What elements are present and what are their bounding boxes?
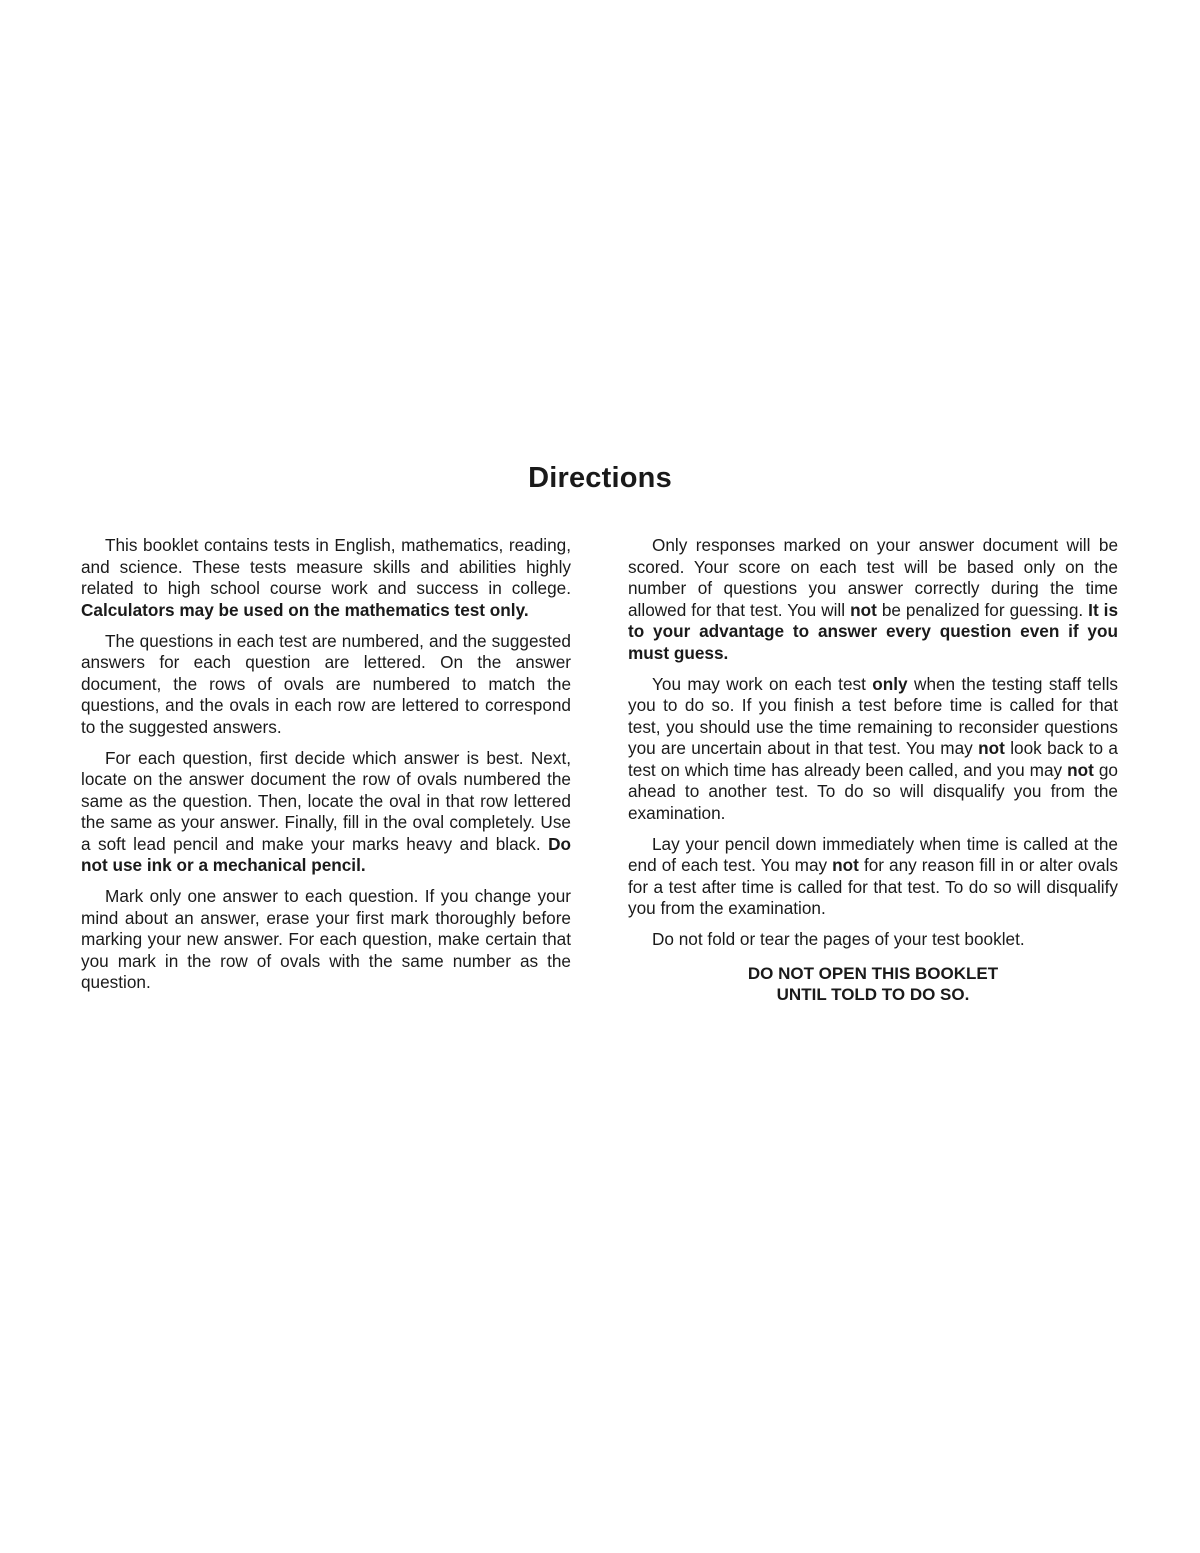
paragraph-text: This booklet contains tests in English, mathematics, reading, and science. These tests measure skills and abilities highly related to high school course work and success in college. [81, 535, 571, 598]
paragraph-test-timing [628, 674, 1118, 825]
paragraph-text: for any reason fill in or alter ovals for a test after time is called for that test. To do so will disqualify you from the examination. [628, 855, 1118, 918]
paragraph-text: Only responses marked on your answer document will be scored. Your score on each test will be based only on the number of questions you answer correctly during the time allowed for that test. You will [628, 535, 1118, 620]
paragraph-scoring [628, 535, 1118, 664]
paragraph-emphasis: not [850, 599, 877, 620]
paragraph-text: Do not fold or tear the pages of your test booklet. [652, 929, 1025, 949]
paragraph-question-numbering [81, 631, 571, 739]
paragraph-emphasis: not [832, 855, 859, 875]
paragraph-emphasis: It is to your advantage to answer every question even if you must guess. [628, 599, 1119, 663]
paragraph-emphasis: Do not use ink or a mechanical pencil. [81, 833, 571, 875]
paragraph-emphasis: Calculators may be used on the mathematics test only. [81, 599, 529, 620]
paragraph-text: For each question, first decide which answer is best. Next, locate on the answer document the row of ovals numbered the same as the question. Then, locate the oval in that row lettered the same as your answer. Finally, fill in the oval completely. Use a soft lead pencil and make your marks heavy and black. [81, 747, 571, 854]
paragraph-emphasis: not [978, 738, 1005, 758]
right-column [628, 535, 1118, 1006]
paragraph-text: The questions in each test are numbered, and the suggested answers for each question are lettered. On the answer document, the rows of ovals are numbered to match the questions, and the ovals in each row are lettered to correspond to the suggested answers. [81, 630, 571, 737]
paragraph-text: when the testing staff tells you to do so. If you finish a test before time is called for that test, you should use the time remaining to reconsider questions you are uncertain about in that test. You may [628, 673, 1118, 758]
page-title: Directions [528, 462, 672, 494]
notice-line-2: UNTIL TOLD TO DO SO. [776, 985, 970, 1004]
paragraph-text: go ahead to another test. To do so will disqualify you from the examination. [628, 759, 1118, 823]
paragraph-one-answer [81, 886, 571, 994]
do-not-open-notice [628, 963, 1118, 1006]
paragraph-text: Mark only one answer to each question. If you change your mind about an answer, erase your first mark thoroughly before marking your new answer. For each question, make certain that you mark in the row of ovals with the same number as the question. [81, 886, 571, 992]
paragraph-text: look back to a test on which time has already been called, and you may [628, 738, 1118, 780]
paragraph-emphasis: not [1067, 759, 1094, 780]
paragraph-booklet-contents [81, 535, 571, 621]
paragraph-text: be penalized for guessing. [876, 599, 1089, 620]
paragraph-pencil-down [628, 834, 1118, 920]
paragraph-emphasis: only [872, 673, 908, 694]
left-column [81, 535, 571, 1003]
paragraph-text: Lay your pencil down immediately when time is called at the end of each test. You may [628, 833, 1118, 875]
paragraph-text: You may work on each test [652, 673, 873, 694]
notice-line-1: DO NOT OPEN THIS BOOKLET [747, 963, 999, 983]
paragraph-marking-answers [81, 748, 571, 877]
paragraph-do-not-fold [628, 929, 1118, 951]
